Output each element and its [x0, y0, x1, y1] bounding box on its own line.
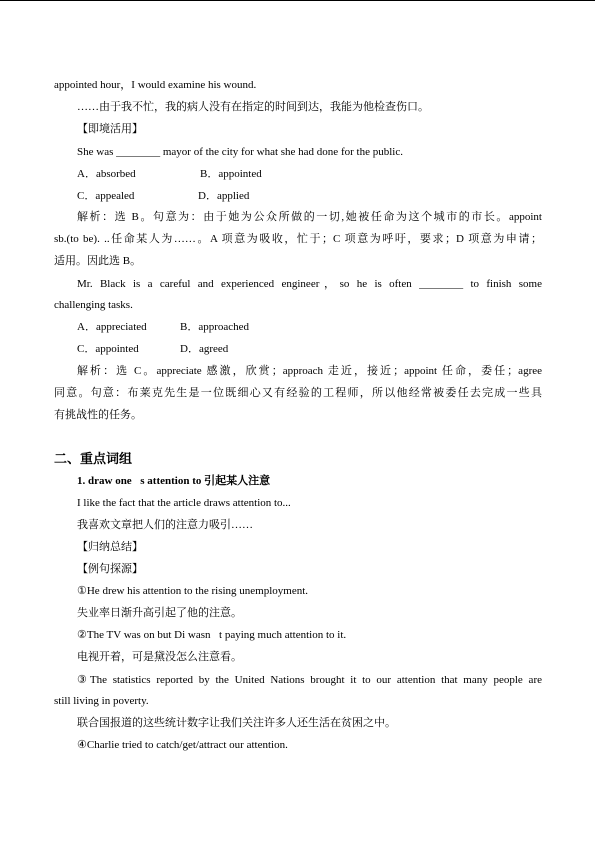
option-b: B．appointed	[200, 168, 262, 180]
text-line: 我喜欢文章把人们的注意力吸引……	[77, 519, 253, 531]
option-b: B．approached	[180, 321, 250, 333]
example-sentence: ④Charlie tried to catch/get/attract our attention.	[77, 739, 288, 751]
question-line: She was ________ mayor of the city for what she had done for the public.	[77, 146, 403, 158]
example-sentence: ①He drew his attention to the rising unemployment.	[77, 585, 309, 597]
text-line: 【例句探源】	[77, 563, 143, 575]
option-a: A．absorbed	[77, 168, 136, 180]
option-d: D．agreed	[180, 343, 229, 355]
example-sentence: ③The statistics reported by the United Nations brought it to our attention that many people are	[77, 674, 542, 686]
text-line: ……由于我不忙，我的病人没有在指定的时间到达，我能为他检查伤口。	[77, 101, 429, 113]
example-translation: 联合国报道的这些统计数字让我们关注许多人还生活在贫困之中。	[77, 717, 396, 729]
answer-line: 有挑战性的任务。	[54, 409, 142, 421]
text-line: 【归纳总结】	[77, 541, 143, 553]
option-a: A．appreciated	[77, 321, 147, 333]
example-sentence: ②The TV was on but Di wasn t paying much attention to it.	[77, 629, 347, 641]
question-line: challenging tasks.	[54, 299, 133, 311]
page-top-rule	[0, 0, 595, 1]
example-translation: 电视开着，可是黛没怎么注意看。	[77, 651, 242, 663]
answer-line: 同意。句意：布莱克先生是一位既细心又有经验的工程师，所以他经常被委任去完成一些具	[54, 387, 542, 399]
text-line: appointed hour，I would examine his wound.	[54, 79, 257, 91]
example-translation: 失业率日渐升高引起了他的注意。	[77, 607, 242, 619]
section-heading: 二、重点词组	[54, 451, 133, 466]
text-line: 【即境活用】	[77, 123, 143, 135]
option-c: C．appointed	[77, 343, 139, 355]
answer-line: sb.(to be). ..任命某人为……。A 项意为吸收，忙于；C 项意为呼吁，要求；D 项意为申请；	[54, 233, 542, 245]
question-line: Mr. Black is a careful and experienced engineer，so he is often ________ to finish some	[77, 278, 542, 290]
option-c: C．appealed	[77, 190, 135, 202]
phrase-title: 1. draw one s attention to 引起某人注意	[77, 475, 271, 487]
option-d: D．applied	[198, 190, 250, 202]
answer-line: 解析：选 B。句意为：由于她为公众所做的一切,她被任命为这个城市的市长。appoint	[77, 211, 542, 223]
text-line: I like the fact that the article draws attention to...	[77, 497, 291, 509]
example-sentence: still living in poverty.	[54, 695, 149, 707]
answer-line: 解析：选 C。appreciate 感激，欣赏；approach 走近，接近；appoint 任命，委任；agree	[77, 365, 542, 377]
answer-line: 适用。因此选 B。	[54, 255, 142, 267]
